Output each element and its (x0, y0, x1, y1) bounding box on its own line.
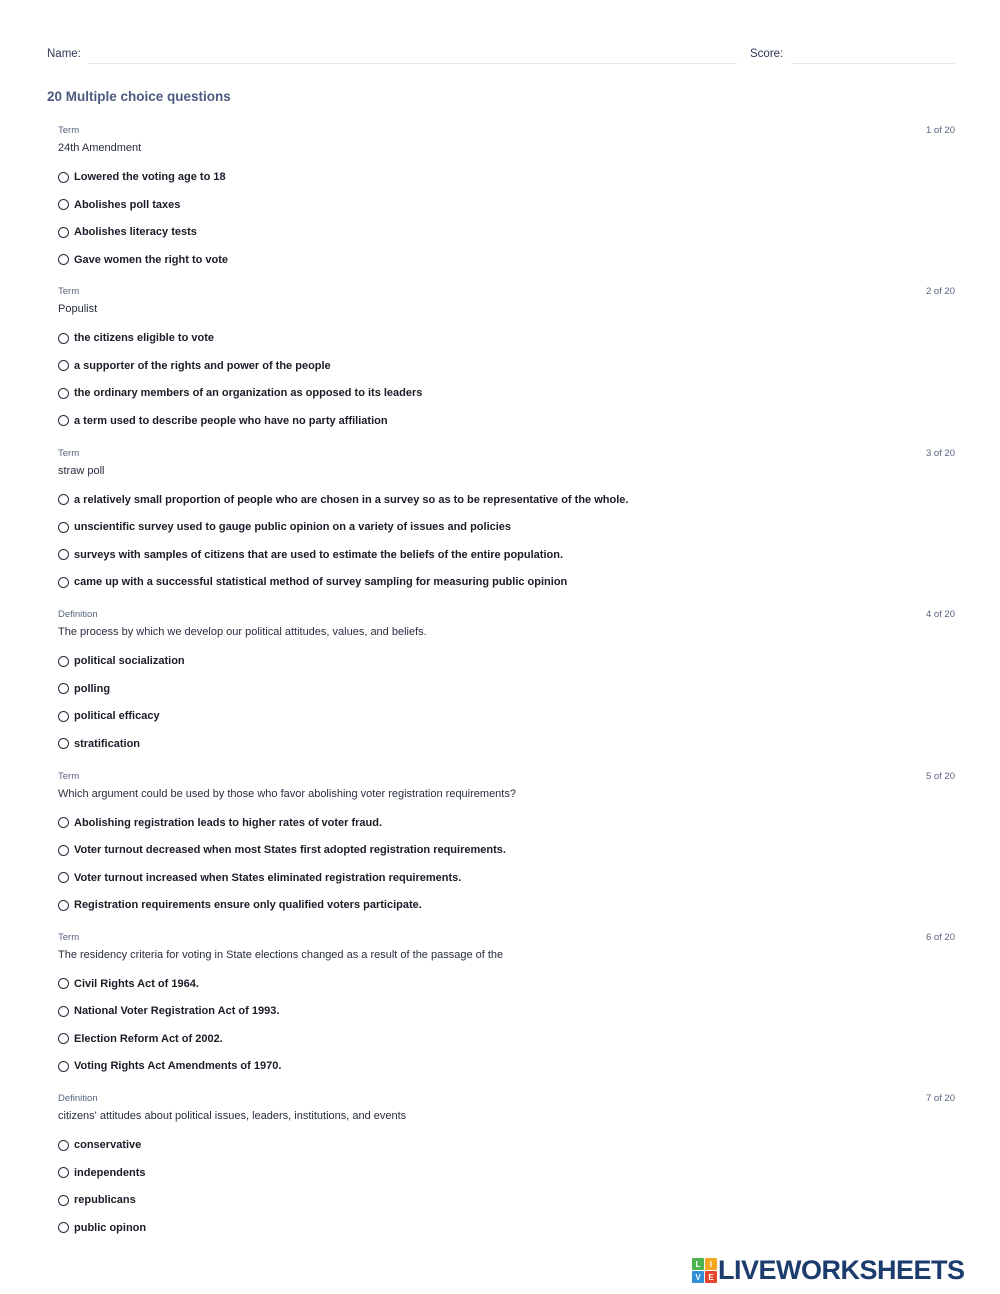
radio-button[interactable] (58, 845, 69, 856)
answer-option-label: a relatively small proportion of people who are chosen in a survey so as to be representative of the whole. (74, 493, 629, 506)
radio-button[interactable] (58, 254, 69, 265)
logo-tile: L (692, 1258, 704, 1270)
answer-option[interactable] (58, 1220, 146, 1236)
answer-option-label: Civil Rights Act of 1964. (74, 977, 199, 990)
answer-option[interactable] (58, 1031, 223, 1047)
logo-text: LIVEWORKSHEETS (718, 1254, 965, 1285)
question-type-label: Term (58, 125, 80, 136)
logo-tile: E (705, 1271, 717, 1283)
question-prompt: Populist (58, 303, 98, 316)
answer-option[interactable] (58, 385, 422, 401)
answer-option-label: Lowered the voting age to 18 (74, 171, 226, 183)
radio-button[interactable] (58, 227, 69, 238)
answer-option-label: stratification (74, 737, 141, 750)
answer-option[interactable] (58, 870, 461, 886)
worksheet-header (47, 48, 955, 66)
question-prompt: Which argument could be used by those who favor abolishing voter registration requirements? (58, 787, 516, 800)
radio-button[interactable] (58, 494, 69, 505)
question-counter: 2 of 20 (925, 286, 955, 298)
question-card (58, 122, 955, 283)
logo-mark-icon (692, 1258, 716, 1282)
answer-option-label: polling (74, 682, 111, 695)
radio-button[interactable] (58, 1006, 69, 1017)
answer-option[interactable] (58, 681, 110, 697)
question-type-label: Term (58, 286, 80, 298)
answer-option-label: Voter turnout increased when States eliminated registration requirements. (74, 871, 462, 884)
answer-option-label: Gave women the right to vote (74, 253, 229, 266)
answer-option[interactable] (58, 708, 160, 724)
answer-option[interactable] (58, 976, 199, 992)
liveworksheets-logo (692, 1256, 965, 1284)
question-type-label: Definition (58, 1093, 98, 1105)
question-counter: 6 of 20 (925, 931, 955, 943)
radio-button[interactable] (58, 333, 69, 344)
question-card (58, 606, 955, 767)
radio-button[interactable] (58, 549, 69, 560)
question-prompt: citizens' attitudes about political issues, leaders, institutions, and events (58, 1110, 407, 1123)
answer-option-label: the citizens eligible to vote (74, 332, 214, 345)
question-prompt: 24th Amendment (58, 142, 142, 154)
question-type-label: Term (58, 931, 80, 943)
answer-option[interactable] (58, 736, 140, 752)
radio-button[interactable] (58, 1061, 69, 1072)
name-label: Name: (47, 48, 81, 60)
question-type-label: Definition (58, 609, 98, 621)
radio-button[interactable] (58, 522, 69, 533)
answer-option[interactable] (58, 358, 331, 374)
radio-button[interactable] (58, 360, 69, 371)
answer-option-label: Voter turnout decreased when most States first adopted registration requirements. (74, 844, 506, 857)
answer-option[interactable] (58, 1165, 146, 1181)
answer-option-label: the ordinary members of an organization as opposed to its leaders (74, 387, 423, 400)
answer-option[interactable] (58, 224, 197, 240)
question-prompt: The residency criteria for voting in State elections changed as a result of the passage of the (58, 948, 504, 961)
answer-option-label: National Voter Registration Act of 1993. (74, 1005, 280, 1018)
answer-option[interactable] (58, 897, 422, 913)
answer-option-label: political efficacy (74, 710, 160, 723)
answer-option-label: a term used to describe people who have no party affiliation (74, 414, 388, 427)
question-type-label: Term (58, 447, 80, 459)
answer-option-label: surveys with samples of citizens that are used to estimate the beliefs of the entire population. (74, 548, 564, 561)
question-prompt: The process by which we develop our political attitudes, values, and beliefs. (58, 626, 427, 639)
question-type-label: Term (58, 770, 80, 782)
answer-option-label: Abolishing registration leads to higher rates of voter fraud. (74, 816, 383, 829)
answer-option[interactable] (58, 1192, 136, 1208)
radio-button[interactable] (58, 656, 69, 667)
radio-button[interactable] (58, 817, 69, 828)
radio-button[interactable] (58, 1033, 69, 1044)
question-card (58, 283, 955, 444)
answer-option-label: Abolishes literacy tests (74, 226, 197, 238)
radio-button[interactable] (58, 1140, 69, 1151)
answer-option[interactable] (58, 815, 382, 831)
radio-button[interactable] (58, 388, 69, 399)
radio-button[interactable] (58, 900, 69, 911)
answer-option-label: unscientific survey used to gauge public opinion on a variety of issues and policies (74, 521, 512, 534)
answer-option[interactable] (58, 547, 563, 563)
radio-button[interactable] (58, 683, 69, 694)
answer-option[interactable] (58, 653, 185, 669)
answer-option-label: public opinon (74, 1221, 147, 1234)
question-card (58, 445, 955, 606)
answer-option[interactable] (58, 574, 567, 590)
answer-option-label: Voting Rights Act Amendments of 1970. (74, 1060, 282, 1073)
question-counter: 7 of 20 (925, 1093, 955, 1105)
question-prompt: straw poll (58, 464, 105, 477)
logo-tile: I (705, 1258, 717, 1270)
radio-button[interactable] (58, 1195, 69, 1206)
answer-option[interactable] (58, 842, 506, 858)
question-card (58, 768, 955, 929)
answer-option[interactable] (58, 169, 226, 185)
answer-option-label: a supporter of the rights and power of the people (74, 359, 331, 372)
radio-button[interactable] (58, 199, 69, 210)
score-label: Score: (750, 48, 784, 60)
logo-tile: V (692, 1271, 704, 1283)
answer-option-label: independents (74, 1166, 146, 1179)
question-counter: 5 of 20 (925, 770, 955, 782)
answer-option[interactable] (58, 1003, 279, 1019)
answer-option[interactable] (58, 413, 388, 429)
radio-button[interactable] (58, 172, 69, 183)
answer-option[interactable] (58, 1137, 141, 1153)
question-card (58, 929, 955, 1090)
answer-option-label: came up with a successful statistical method of survey sampling for measuring public opinion (74, 576, 568, 589)
radio-button[interactable] (58, 1222, 69, 1233)
answer-option[interactable] (58, 1058, 281, 1074)
answer-option[interactable] (58, 252, 228, 268)
radio-button[interactable] (58, 978, 69, 989)
radio-button[interactable] (58, 738, 69, 749)
answer-option[interactable] (58, 519, 511, 535)
radio-button[interactable] (58, 872, 69, 883)
radio-button[interactable] (58, 1167, 69, 1178)
section-title: 20 Multiple choice questions (47, 89, 231, 104)
score-field[interactable] (791, 63, 955, 64)
answer-option-label: conservative (74, 1139, 142, 1152)
answer-option-label: political socialization (74, 655, 185, 668)
answer-option[interactable] (58, 492, 628, 508)
answer-option-label: Abolishes poll taxes (74, 198, 181, 211)
answer-option[interactable] (58, 197, 180, 213)
question-counter: 3 of 20 (925, 447, 955, 459)
answer-option-label: Election Reform Act of 2002. (74, 1032, 223, 1045)
answer-option-label: Registration requirements ensure only qualified voters participate. (74, 899, 422, 912)
radio-button[interactable] (58, 415, 69, 426)
radio-button[interactable] (58, 577, 69, 588)
answer-option-label: republicans (74, 1194, 136, 1207)
question-card (58, 1090, 955, 1251)
name-field[interactable] (89, 63, 737, 64)
question-list (58, 122, 955, 1252)
question-counter: 4 of 20 (925, 609, 955, 621)
question-counter: 1 of 20 (925, 125, 955, 136)
answer-option[interactable] (58, 330, 214, 346)
radio-button[interactable] (58, 711, 69, 722)
